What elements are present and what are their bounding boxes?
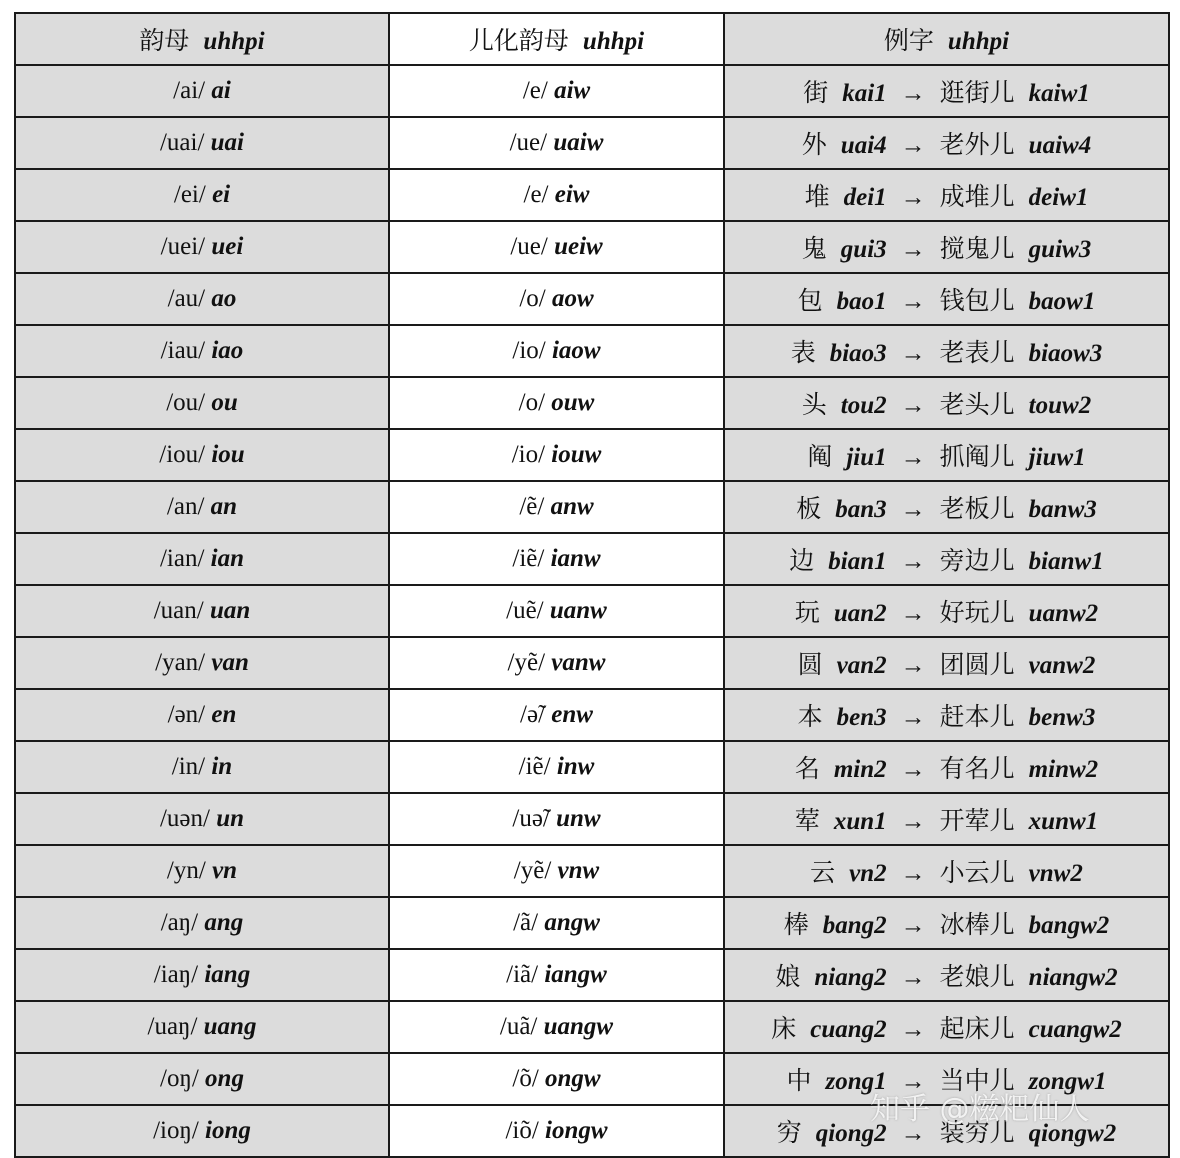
- rhotic-ipa: /iã/: [506, 961, 539, 988]
- final-ipa: /in/: [171, 753, 206, 780]
- rhotic-code: eiw: [554, 181, 590, 208]
- final-code: vn: [212, 857, 238, 884]
- rhotic-code: ueiw: [554, 233, 603, 260]
- example-cell: [724, 1001, 1169, 1053]
- example-char: 娘: [775, 964, 801, 991]
- rhotic-ipa: /iẽ/: [512, 545, 545, 572]
- final-ipa: /ei/: [173, 181, 206, 208]
- final-code: iang: [204, 961, 251, 988]
- final-ipa: /ən/: [167, 701, 206, 728]
- rhotic-ipa: /uẽ/: [506, 597, 544, 624]
- rhotic-final-cell: [389, 741, 724, 793]
- final-cell: [15, 117, 389, 169]
- example-cell: [724, 897, 1169, 949]
- final-cell: [15, 169, 389, 221]
- rhotic-final-cell: [389, 273, 724, 325]
- rhotic-code: ianw: [550, 545, 601, 572]
- arrow-icon: →: [900, 964, 926, 991]
- rhotic-ipa: /io/: [511, 441, 546, 468]
- example-word-code: banw3: [1028, 496, 1097, 523]
- example-word-code: benw3: [1028, 704, 1096, 731]
- final-ipa: /au/: [167, 285, 206, 312]
- rhotic-final-cell: [389, 689, 724, 741]
- header-examples: [724, 13, 1169, 65]
- example-char: 鬼: [801, 236, 827, 263]
- final-cell: [15, 1001, 389, 1053]
- final-code: ai: [211, 77, 231, 104]
- final-code: van: [211, 649, 249, 676]
- example-char: 棒: [783, 912, 809, 939]
- example-cell: [724, 845, 1169, 897]
- example-cell: [724, 637, 1169, 689]
- table-row: [15, 689, 1169, 741]
- example-word-code: deiw1: [1028, 184, 1089, 211]
- example-code: niang2: [814, 964, 887, 991]
- rhotic-code: ouw: [551, 389, 595, 416]
- example-word: 旁边儿: [939, 548, 1015, 575]
- example-word: 钱包儿: [939, 288, 1015, 315]
- example-word: 赶本儿: [939, 704, 1015, 731]
- arrow-icon: →: [900, 496, 926, 523]
- example-word: 老头儿: [939, 392, 1015, 419]
- rhotic-code: vnw: [557, 857, 600, 884]
- final-cell: [15, 533, 389, 585]
- final-ipa: /an/: [166, 493, 205, 520]
- example-word-code: baow1: [1028, 288, 1096, 315]
- final-ipa: /yan/: [155, 649, 206, 676]
- example-char: 床: [771, 1016, 797, 1043]
- arrow-icon: →: [900, 548, 926, 575]
- arrow-icon: →: [900, 236, 926, 263]
- example-word: 老板儿: [939, 496, 1015, 523]
- header-rhotic-finals: [389, 13, 724, 65]
- rhotic-final-cell: [389, 793, 724, 845]
- final-code: un: [216, 805, 245, 832]
- rhotic-final-cell: [389, 169, 724, 221]
- table-row: [15, 325, 1169, 377]
- rhotic-final-cell: [389, 1053, 724, 1105]
- final-code: uei: [211, 233, 244, 260]
- arrow-icon: →: [900, 808, 926, 835]
- example-char: 名: [794, 756, 820, 783]
- example-cell: [724, 1053, 1169, 1105]
- rhotic-final-cell: [389, 481, 724, 533]
- example-word-code: qiongw2: [1028, 1120, 1117, 1147]
- example-code: van2: [836, 652, 887, 679]
- example-cell: [724, 481, 1169, 533]
- table-row: [15, 845, 1169, 897]
- final-code: in: [211, 753, 233, 780]
- final-cell: [15, 689, 389, 741]
- arrow-icon: →: [900, 860, 926, 887]
- example-cell: [724, 325, 1169, 377]
- example-code: bang2: [822, 912, 887, 939]
- final-code: uang: [203, 1013, 257, 1040]
- example-char: 本: [797, 704, 823, 731]
- header-examples-latin: uhhpi: [947, 28, 1010, 55]
- example-word: 有名儿: [939, 756, 1015, 783]
- final-ipa: /aŋ/: [160, 909, 199, 936]
- example-code: min2: [833, 756, 887, 783]
- example-cell: [724, 949, 1169, 1001]
- example-word: 好玩儿: [939, 600, 1015, 627]
- example-word: 成堆儿: [939, 184, 1015, 211]
- header-row: [15, 13, 1169, 65]
- example-word: 老娘儿: [939, 964, 1015, 991]
- example-code: xun1: [833, 808, 887, 835]
- header-finals-cn: 韵母: [139, 28, 190, 55]
- example-cell: [724, 429, 1169, 481]
- example-code: ben3: [836, 704, 887, 731]
- example-word: 搅鬼儿: [939, 236, 1015, 263]
- rhotic-code: unw: [556, 805, 601, 832]
- example-char: 板: [796, 496, 822, 523]
- final-cell: [15, 897, 389, 949]
- example-code: uai4: [840, 132, 887, 159]
- rhotic-ipa: /uã/: [499, 1013, 538, 1040]
- example-char: 云: [810, 860, 836, 887]
- rhotic-ipa: /yẽ/: [507, 649, 546, 676]
- final-code: iong: [205, 1117, 251, 1144]
- rhotic-ipa: /õ/: [512, 1065, 539, 1092]
- final-code: en: [211, 701, 237, 728]
- example-cell: [724, 221, 1169, 273]
- example-word: 开荤儿: [939, 808, 1015, 835]
- example-code: kai1: [842, 80, 887, 107]
- rhotic-ipa: /e/: [523, 181, 549, 208]
- rhotic-code: anw: [550, 493, 594, 520]
- arrow-icon: →: [900, 756, 926, 783]
- example-cell: [724, 741, 1169, 793]
- example-word-code: uanw2: [1028, 600, 1099, 627]
- example-cell: [724, 533, 1169, 585]
- rhotic-final-cell: [389, 377, 724, 429]
- final-code: an: [210, 493, 238, 520]
- final-cell: [15, 845, 389, 897]
- example-word-code: guiw3: [1028, 236, 1092, 263]
- example-word: 老外儿: [939, 132, 1015, 159]
- example-code: bian1: [828, 548, 887, 575]
- arrow-icon: →: [900, 392, 926, 419]
- table-row: [15, 273, 1169, 325]
- arrow-icon: →: [900, 1068, 926, 1095]
- final-cell: [15, 741, 389, 793]
- rhotic-finals-table: [14, 12, 1170, 1158]
- example-word-code: bianw1: [1028, 548, 1104, 575]
- final-cell: [15, 793, 389, 845]
- example-char: 表: [790, 340, 816, 367]
- table-row: [15, 741, 1169, 793]
- example-word-code: zongw1: [1028, 1068, 1107, 1095]
- rhotic-code: iaow: [551, 337, 601, 364]
- final-cell: [15, 65, 389, 117]
- rhotic-code: iangw: [544, 961, 607, 988]
- table-row: [15, 117, 1169, 169]
- final-code: ang: [204, 909, 244, 936]
- arrow-icon: →: [900, 184, 926, 211]
- example-word-code: jiuw1: [1028, 444, 1086, 471]
- rhotic-final-cell: [389, 1105, 724, 1157]
- example-word-code: biaow3: [1028, 340, 1103, 367]
- example-code: zong1: [825, 1068, 887, 1095]
- rhotic-code: uanw: [549, 597, 607, 624]
- example-char: 头: [801, 392, 827, 419]
- rhotic-final-cell: [389, 949, 724, 1001]
- final-code: ong: [205, 1065, 244, 1092]
- final-code: uai: [210, 129, 245, 156]
- final-code: ao: [211, 285, 237, 312]
- example-code: biao3: [829, 340, 887, 367]
- rhotic-ipa: /o/: [519, 285, 546, 312]
- final-cell: [15, 637, 389, 689]
- example-cell: [724, 585, 1169, 637]
- example-word-code: niangw2: [1028, 964, 1118, 991]
- final-ipa: /ou/: [166, 389, 206, 416]
- example-word: 抓阄儿: [939, 444, 1015, 471]
- watermark: 知乎 @糍粑仙人: [870, 1092, 1090, 1127]
- rhotic-code: inw: [556, 753, 595, 780]
- rhotic-ipa: /ə̃/: [520, 701, 546, 728]
- example-word: 团圆儿: [939, 652, 1015, 679]
- final-cell: [15, 481, 389, 533]
- header-rhotic-cn: 儿化韵母: [468, 28, 569, 55]
- arrow-icon: →: [900, 1016, 926, 1043]
- example-code: gui3: [840, 236, 887, 263]
- rhotic-ipa: /o/: [518, 389, 546, 416]
- example-word-code: bangw2: [1028, 912, 1110, 939]
- table-row: [15, 793, 1169, 845]
- table-row: [15, 585, 1169, 637]
- rhotic-code: enw: [551, 701, 593, 728]
- table-row: [15, 949, 1169, 1001]
- rhotic-code: vanw: [551, 649, 606, 676]
- example-word-code: touw2: [1028, 392, 1092, 419]
- final-ipa: /ioŋ/: [153, 1117, 199, 1144]
- table-row: [15, 1001, 1169, 1053]
- rhotic-code: iongw: [545, 1117, 608, 1144]
- example-word: 逛街儿: [939, 80, 1015, 107]
- rhotic-ipa: /uə̃/: [512, 805, 550, 832]
- example-char: 中: [786, 1068, 812, 1095]
- final-cell: [15, 1053, 389, 1105]
- rhotic-code: ongw: [545, 1065, 601, 1092]
- table-row: [15, 1105, 1169, 1157]
- final-code: ian: [210, 545, 245, 572]
- example-char: 堆: [804, 184, 830, 211]
- example-word-code: vnw2: [1028, 860, 1083, 887]
- rhotic-final-cell: [389, 429, 724, 481]
- final-cell: [15, 377, 389, 429]
- table-body: [15, 65, 1169, 1157]
- example-code: dei1: [843, 184, 887, 211]
- arrow-icon: →: [900, 704, 926, 731]
- example-word-code: xunw1: [1028, 808, 1099, 835]
- example-word: 小云儿: [939, 860, 1015, 887]
- example-char: 外: [801, 132, 827, 159]
- example-cell: [724, 273, 1169, 325]
- final-cell: [15, 429, 389, 481]
- final-ipa: /ian/: [159, 545, 205, 572]
- example-char: 街: [803, 80, 829, 107]
- final-cell: [15, 325, 389, 377]
- example-word-code: kaiw1: [1028, 80, 1090, 107]
- arrow-icon: →: [900, 288, 926, 315]
- arrow-icon: →: [900, 1120, 926, 1147]
- example-word-code: minw2: [1028, 756, 1099, 783]
- arrow-icon: →: [900, 132, 926, 159]
- rhotic-final-cell: [389, 585, 724, 637]
- table-row: [15, 481, 1169, 533]
- final-ipa: /ai/: [173, 77, 206, 104]
- example-cell: [724, 377, 1169, 429]
- header-finals: [15, 13, 389, 65]
- arrow-icon: →: [900, 340, 926, 367]
- rhotic-ipa: /io/: [512, 337, 546, 364]
- example-cell: [724, 65, 1169, 117]
- final-cell: [15, 949, 389, 1001]
- example-word-code: vanw2: [1028, 652, 1096, 679]
- example-code: vn2: [849, 860, 887, 887]
- example-cell: [724, 793, 1169, 845]
- example-char: 玩: [794, 600, 820, 627]
- rhotic-code: aow: [551, 285, 594, 312]
- rhotic-final-cell: [389, 65, 724, 117]
- example-char: 荤: [794, 808, 820, 835]
- example-char: 边: [789, 548, 815, 575]
- example-word: 冰棒儿: [939, 912, 1015, 939]
- final-code: iao: [211, 337, 244, 364]
- header-examples-cn: 例字: [883, 28, 934, 55]
- table-row: [15, 169, 1169, 221]
- final-code: ei: [212, 181, 231, 208]
- example-word: 起床儿: [939, 1016, 1015, 1043]
- example-word: 老表儿: [939, 340, 1015, 367]
- example-code: cuang2: [810, 1016, 887, 1043]
- example-word-code: cuangw2: [1028, 1016, 1122, 1043]
- rhotic-code: uangw: [543, 1013, 614, 1040]
- final-ipa: /uaŋ/: [147, 1013, 198, 1040]
- rhotic-final-cell: [389, 637, 724, 689]
- arrow-icon: →: [900, 600, 926, 627]
- final-cell: [15, 585, 389, 637]
- rhotic-code: uaiw: [553, 129, 604, 156]
- example-word: 当中儿: [939, 1068, 1015, 1095]
- header-rhotic-latin: uhhpi: [582, 28, 645, 55]
- rhotic-final-cell: [389, 845, 724, 897]
- final-ipa: /yn/: [166, 857, 206, 884]
- table-row: [15, 65, 1169, 117]
- rhotic-ipa: /iẽ/: [518, 753, 551, 780]
- rhotic-ipa: /ue/: [510, 233, 548, 260]
- example-char: 包: [797, 288, 823, 315]
- final-ipa: /uai/: [159, 129, 205, 156]
- table-row: [15, 221, 1169, 273]
- table-row: [15, 1053, 1169, 1105]
- example-char: 圆: [797, 652, 823, 679]
- example-code: bao1: [836, 288, 887, 315]
- table-row: [15, 533, 1169, 585]
- final-code: ou: [211, 389, 238, 416]
- final-ipa: /uən/: [159, 805, 210, 832]
- example-cell: [724, 169, 1169, 221]
- arrow-icon: →: [900, 652, 926, 679]
- example-char: 穷: [776, 1120, 802, 1147]
- final-ipa: /iau/: [160, 337, 206, 364]
- header-finals-latin: uhhpi: [203, 28, 265, 55]
- final-code: uan: [209, 597, 251, 624]
- final-code: iou: [211, 441, 245, 468]
- arrow-icon: →: [900, 80, 926, 107]
- rhotic-final-cell: [389, 325, 724, 377]
- rhotic-code: angw: [544, 909, 600, 936]
- table-row: [15, 429, 1169, 481]
- final-ipa: /iou/: [159, 441, 206, 468]
- example-cell: [724, 117, 1169, 169]
- final-cell: [15, 1105, 389, 1157]
- example-cell: [724, 689, 1169, 741]
- table-row: [15, 377, 1169, 429]
- rhotic-code: iouw: [551, 441, 602, 468]
- rhotic-ipa: /ẽ/: [519, 493, 545, 520]
- example-word: 装穷儿: [939, 1120, 1015, 1147]
- rhotic-final-cell: [389, 1001, 724, 1053]
- example-code: tou2: [840, 392, 887, 419]
- example-code: qiong2: [815, 1120, 887, 1147]
- table-row: [15, 637, 1169, 689]
- rhotic-final-cell: [389, 533, 724, 585]
- rhotic-final-cell: [389, 897, 724, 949]
- rhotic-final-cell: [389, 117, 724, 169]
- final-ipa: /oŋ/: [160, 1065, 199, 1092]
- arrow-icon: →: [900, 444, 926, 471]
- rhotic-ipa: /ue/: [509, 129, 548, 156]
- rhotic-code: aiw: [554, 77, 591, 104]
- final-ipa: /uei/: [160, 233, 206, 260]
- final-ipa: /uan/: [153, 597, 204, 624]
- arrow-icon: →: [900, 912, 926, 939]
- table-row: [15, 897, 1169, 949]
- rhotic-ipa: /ã/: [513, 909, 539, 936]
- example-char: 阄: [807, 444, 833, 471]
- final-cell: [15, 273, 389, 325]
- example-word-code: uaiw4: [1028, 132, 1092, 159]
- rhotic-final-cell: [389, 221, 724, 273]
- example-code: ban3: [835, 496, 887, 523]
- rhotic-ipa: /iõ/: [505, 1117, 539, 1144]
- rhotic-ipa: /e/: [522, 77, 548, 104]
- final-ipa: /iaŋ/: [153, 961, 199, 988]
- rhotic-ipa: /yẽ/: [513, 857, 552, 884]
- example-cell: [724, 1105, 1169, 1157]
- final-cell: [15, 221, 389, 273]
- example-code: jiu1: [846, 444, 887, 471]
- example-code: uan2: [833, 600, 887, 627]
